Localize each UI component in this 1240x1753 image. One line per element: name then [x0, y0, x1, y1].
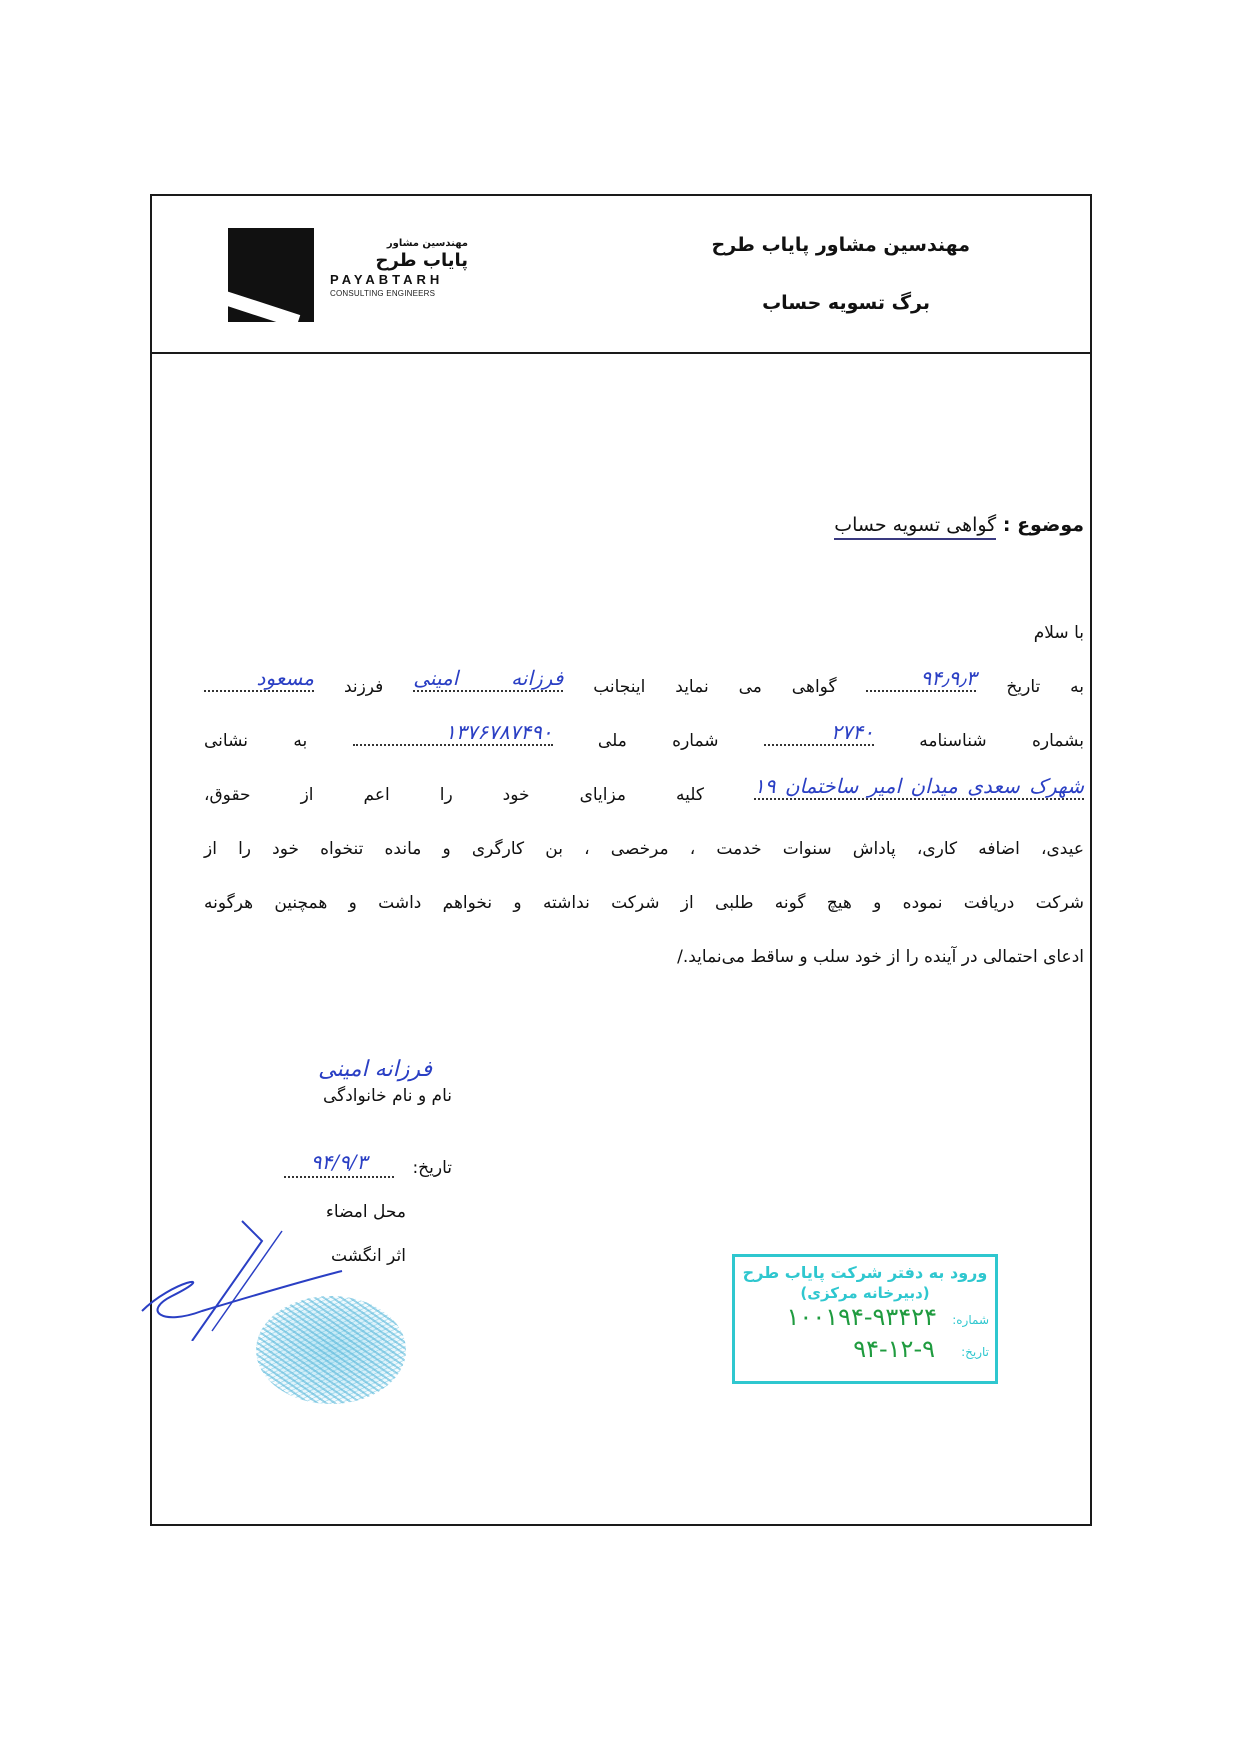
stamp-title: ورود به دفتر شرکت پایاب طرح	[742, 1263, 988, 1282]
text-national-id: شماره ملی	[597, 731, 719, 751]
national-id-handwritten: ۱۳۷۶۷۸۷۴۹۰	[445, 720, 553, 744]
logo-text	[328, 238, 498, 300]
national-id-field[interactable]	[353, 720, 553, 746]
date-field[interactable]	[866, 666, 977, 692]
text-birth-cert-no: بشماره شناسنامه	[919, 731, 1084, 751]
body-line-4: عیدی، اضافه کاری، پاداش سنوات خدمت ، مرخصی ، بن کارگری و مانده تنخواه خود را از	[204, 839, 1084, 859]
signature-date-label: تاریخ:	[412, 1158, 452, 1178]
stamp-date-value: ۹۴-۱۲-۹	[853, 1335, 935, 1363]
registry-stamp	[732, 1254, 998, 1384]
logo-en-subtitle: CONSULTING ENGINEERS	[330, 289, 436, 298]
stamp-number-value: ۱۰۰۱۹۴-۹۳۴۲۴	[786, 1303, 937, 1331]
payabtarh-logo-icon	[228, 228, 314, 322]
greeting: با سلام	[1033, 623, 1084, 643]
signature-block	[212, 1056, 452, 1278]
logo-stripe	[228, 290, 300, 322]
body-line-3	[204, 768, 1084, 822]
date-row	[212, 1128, 452, 1190]
scan-artifact	[860, 1560, 900, 1600]
text-address-label: به نشانی	[204, 731, 308, 751]
stamp-subtitle: (دبیرخانه مرکزی)	[800, 1284, 930, 1302]
form-title: برگ تسویه حساب	[762, 292, 930, 314]
text-certifies: گواهی می نماید اینجانب	[593, 677, 837, 697]
stamp-number-row	[735, 1303, 995, 1339]
stamp-date-row	[735, 1335, 995, 1369]
text-all-benefits: کلیه مزایای خود را اعم از حقوق،	[204, 785, 704, 805]
address-field[interactable]	[754, 774, 1085, 800]
subject-line	[834, 514, 1084, 536]
fingerprint-icon	[256, 1296, 406, 1404]
stamp-date-label: تاریخ:	[961, 1345, 989, 1359]
logo-fa-subtitle: مهندسین مشاور	[386, 238, 468, 249]
signature-date-field[interactable]	[284, 1150, 394, 1178]
logo-en-name: PAYABTARH	[330, 272, 444, 287]
date-handwritten: ۹۴٫۹٫۳	[920, 666, 977, 690]
signature-place-label: محل امضاء	[325, 1202, 406, 1222]
employee-name-field[interactable]	[413, 666, 564, 692]
subject-value: گواهی تسویه حساب	[834, 514, 996, 540]
father-name-field[interactable]	[204, 666, 314, 692]
text-child-of: فرزند	[343, 677, 384, 697]
name-label: نام و نام خانوادگی	[322, 1086, 452, 1106]
letterhead	[152, 196, 1090, 354]
body-line-1	[204, 660, 1084, 714]
subject-label: موضوع :	[1002, 514, 1084, 536]
body-line-6: ادعای احتمالی در آینده را از خود سلب و ساقط می‌نماید./	[677, 947, 1084, 967]
stamp-number-label: شماره:	[952, 1313, 989, 1327]
birth-cert-field[interactable]	[764, 720, 874, 746]
text-date-prefix: به تاریخ	[1006, 677, 1085, 697]
signature-date-handwritten: ۹۴/۹/۳	[310, 1150, 368, 1174]
name-row	[212, 1056, 452, 1118]
sign-row	[212, 1190, 452, 1234]
letter-body	[204, 606, 1084, 984]
address-handwritten: شهرک سعدی میدان امیر ساختمان ۱۹	[754, 774, 1085, 798]
fingerprint-row	[212, 1234, 452, 1278]
signer-name-handwritten: فرزانه امینی	[318, 1057, 432, 1082]
logo-fa-name: پایاب طرح	[375, 250, 468, 271]
fingerprint-label: اثر انگشت	[331, 1246, 406, 1266]
document-frame	[150, 194, 1092, 1526]
employee-name-handwritten: فرزانه امینی	[413, 666, 564, 690]
father-name-handwritten: مسعود	[256, 666, 314, 690]
body-line-2	[204, 714, 1084, 768]
body-line-5: شرکت دریافت نموده و هیچ گونه طلبی از شرکت نداشته و نخواهم داشت و همچنین هرگونه	[204, 893, 1084, 913]
birth-cert-handwritten: ۲۷۴۰	[830, 720, 874, 744]
company-title: مهندسین مشاور پایاب طرح	[711, 234, 970, 256]
